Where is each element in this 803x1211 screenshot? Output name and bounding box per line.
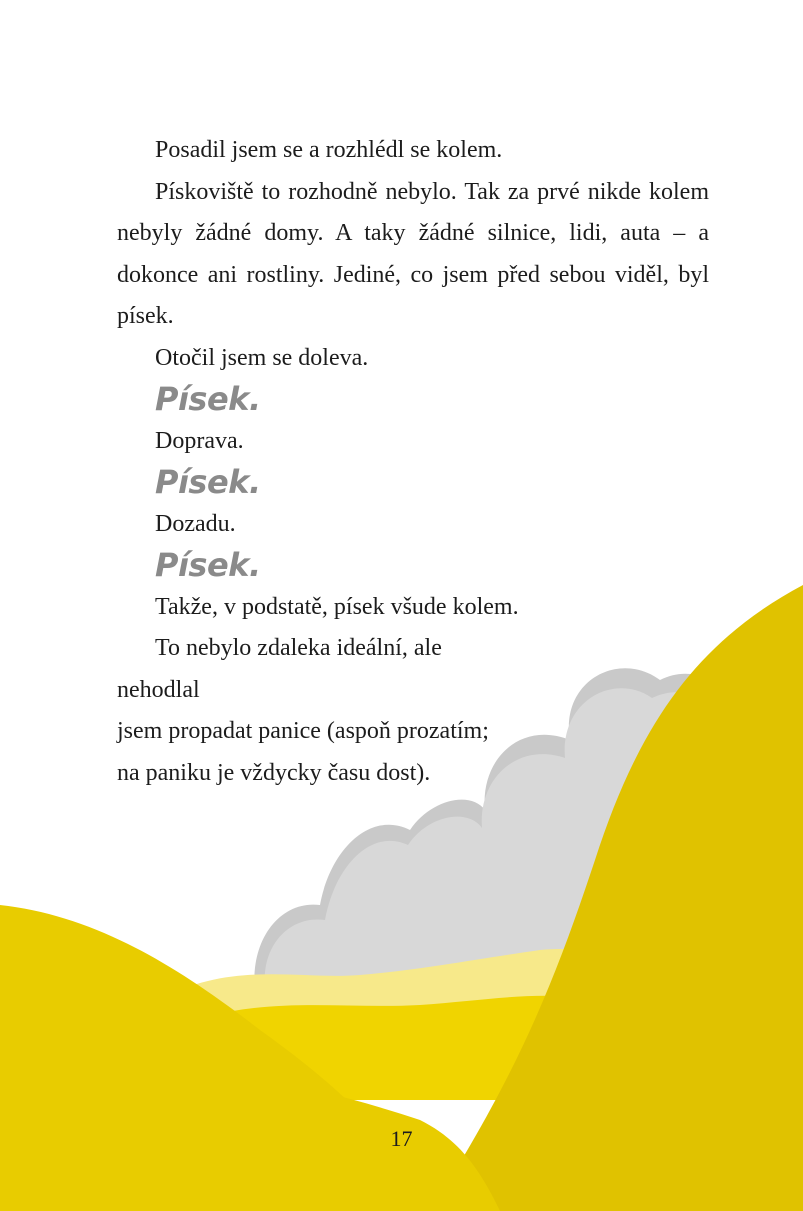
story-text <box>117 130 709 794</box>
emphasis-word: Písek. <box>155 463 261 501</box>
paragraph: Dozadu. <box>155 510 236 537</box>
paragraph: Doprava. <box>155 427 244 454</box>
closing-paragraph <box>117 628 527 794</box>
closing-line: jsem propadat panice (aspoň prozatím; <box>117 718 489 744</box>
paragraph: Otočil jsem se doleva. <box>155 344 369 371</box>
closing-line: na paniku je vždycky času dost). <box>117 759 431 786</box>
page-number: 17 <box>390 1126 413 1151</box>
paragraph: Pískoviště to rozhodně nebylo. Tak za prvé nikde kolem nebyly žádné domy. A taky žádné silnice, lidi, auta – a dokonce ani rostliny. Jediné, co jsem před sebou viděl, byl písek. <box>117 178 709 329</box>
emphasis-word: Písek. <box>155 380 261 418</box>
paragraph: Takže, v podstatě, písek všude kolem. <box>155 593 519 620</box>
emphasis-word: Písek. <box>155 546 261 584</box>
paragraph: Posadil jsem se a rozhlédl se kolem. <box>155 137 503 163</box>
closing-line: To nebylo zdaleka ideální, ale nehodlal <box>117 635 442 703</box>
